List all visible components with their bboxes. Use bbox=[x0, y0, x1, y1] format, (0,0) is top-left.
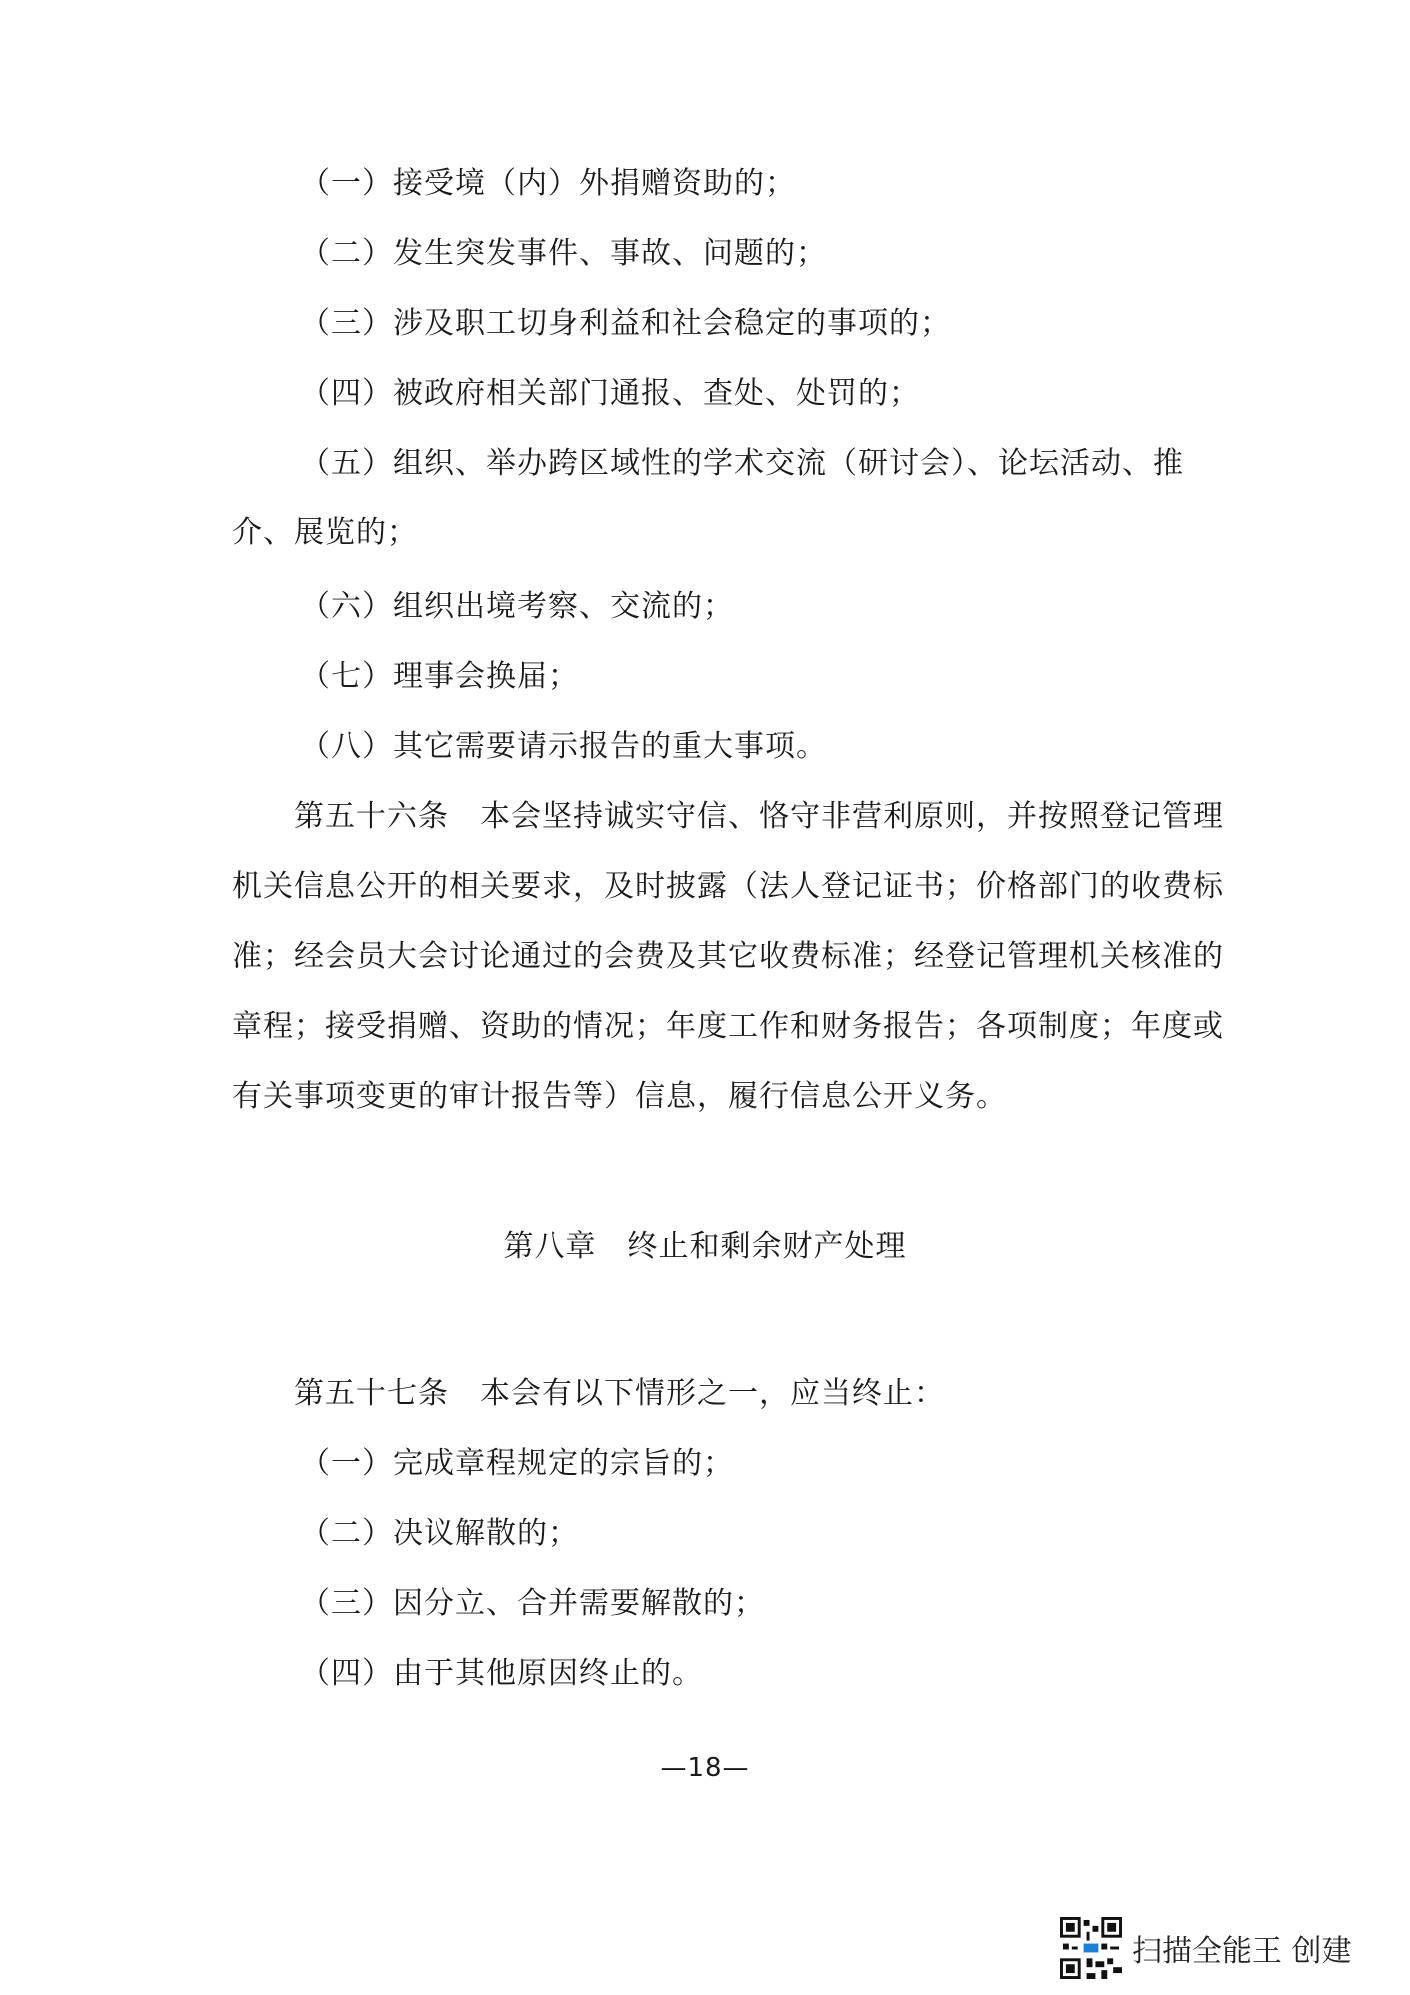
list-item: （一）完成章程规定的宗旨的； bbox=[300, 1446, 734, 1481]
chapter-title: 第八章 终止和剩余财产处理 bbox=[503, 1229, 907, 1264]
article-57-intro: 第五十七条 本会有以下情形之一，应当终止： bbox=[294, 1376, 945, 1411]
scanner-watermark bbox=[1060, 1918, 1352, 1978]
article-56-line: 机关信息公开的相关要求，及时披露（法人登记证书；价格部门的收费标 bbox=[232, 869, 1224, 904]
list-item: （五）组织、举办跨区域性的学术交流（研讨会）、论坛活动、推 bbox=[300, 446, 1184, 481]
list-item: （二）决议解散的； bbox=[300, 1516, 579, 1551]
list-item: （七）理事会换届； bbox=[300, 659, 579, 694]
article-56-line: 有关事项变更的审计报告等）信息，履行信息公开义务。 bbox=[232, 1079, 1007, 1114]
list-item: （三）因分立、合并需要解散的； bbox=[300, 1586, 765, 1621]
watermark-text: 扫描全能王 创建 bbox=[1132, 1934, 1352, 1969]
article-56-line: 第五十六条 本会坚持诚实守信、恪守非营利原则，并按照登记管理 bbox=[294, 799, 1224, 834]
article-56-line: 章程；接受捐赠、资助的情况；年度工作和财务报告；各项制度；年度或 bbox=[232, 1009, 1224, 1044]
list-item: （四）被政府相关部门通报、查处、处罚的； bbox=[300, 376, 920, 411]
page-number: —18— bbox=[660, 1753, 750, 1783]
article-56-line: 准；经会员大会讨论通过的会费及其它收费标准；经登记管理机关核准的 bbox=[232, 939, 1224, 974]
list-item: （一）接受境（内）外捐赠资助的； bbox=[300, 166, 796, 201]
list-item-continuation: 介、展览的； bbox=[232, 515, 418, 550]
qr-code-icon bbox=[1060, 1917, 1122, 1979]
list-item: （二）发生突发事件、事故、问题的； bbox=[300, 236, 827, 271]
list-item: （三）涉及职工切身利益和社会稳定的事项的； bbox=[300, 306, 951, 341]
list-item: （四）由于其他原因终止的。 bbox=[300, 1656, 703, 1691]
list-item: （六）组织出境考察、交流的； bbox=[300, 589, 734, 624]
list-item: （八）其它需要请示报告的重大事项。 bbox=[300, 729, 827, 764]
